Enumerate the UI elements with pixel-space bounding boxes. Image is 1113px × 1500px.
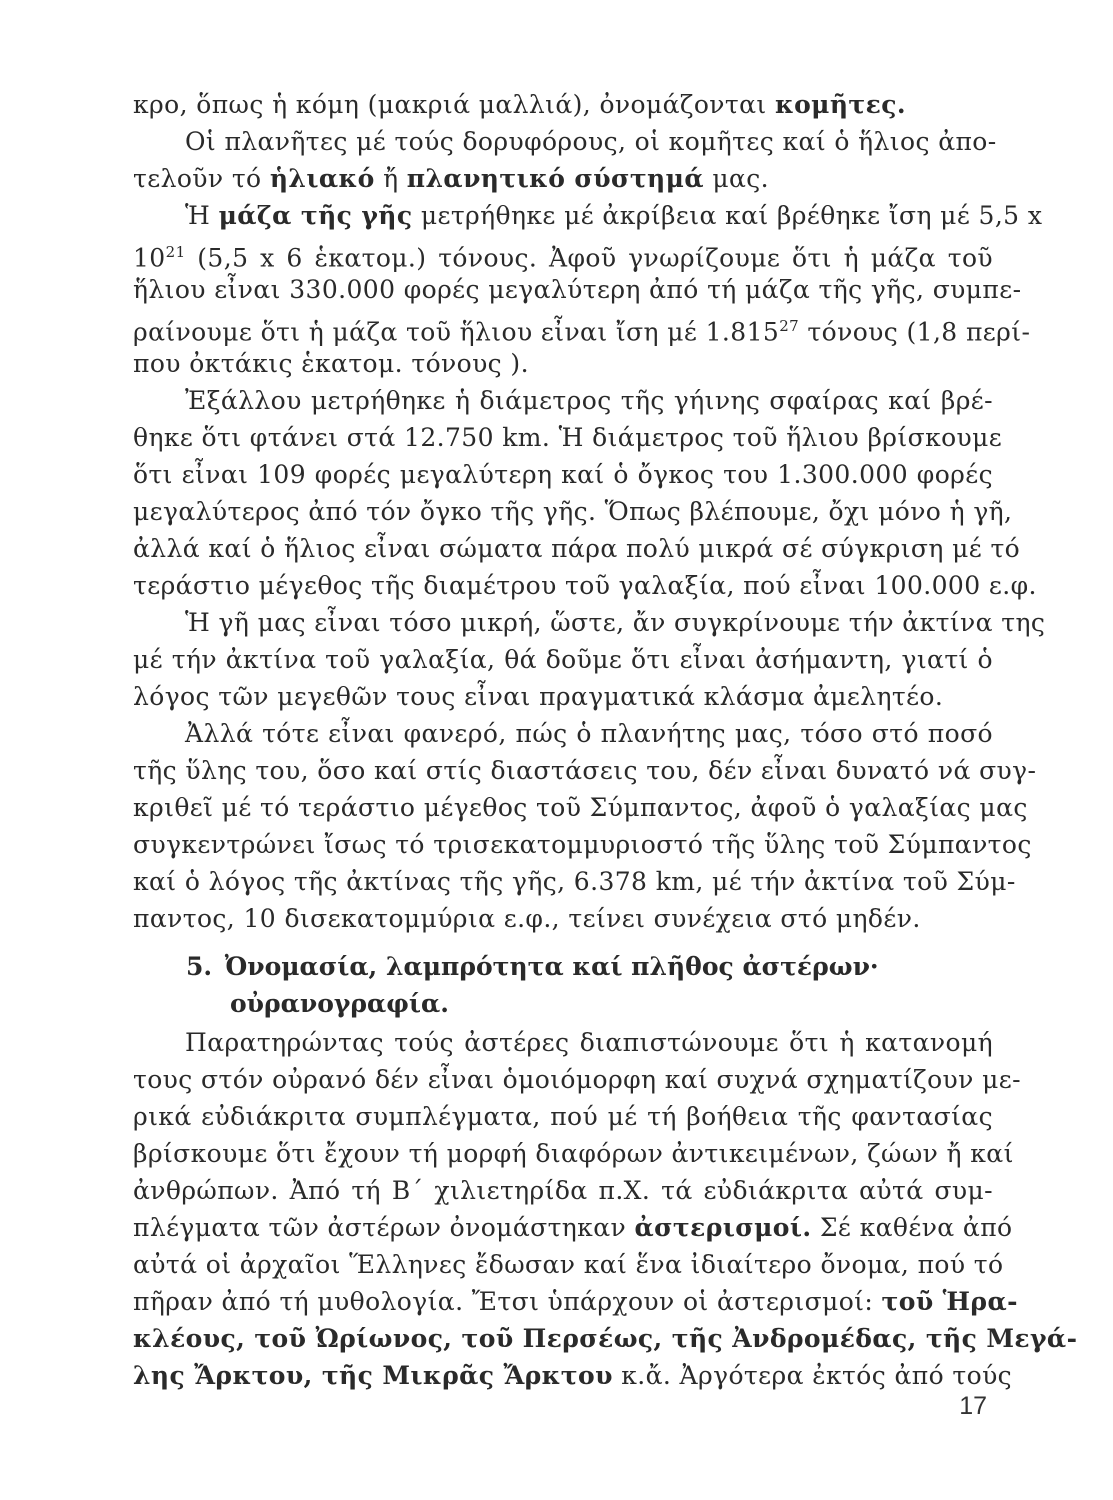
text-run: λης Ἄρκτου, τῆς Μικρᾶς Ἄρκτου	[133, 1361, 613, 1390]
block1-line-2	[133, 160, 993, 197]
text-run: Ἐξάλλου μετρήθηκε ἡ διάμετρος τῆς γήινης σφαίρας καί βρέ-	[185, 386, 993, 415]
text-run: κομῆτες.	[774, 90, 906, 119]
text-run: καί ὁ λόγος τῆς ἀκτίνας τῆς γῆς, 6.378 km, μέ τήν ἀκτίνα τοῦ Σύμ-	[133, 867, 1016, 896]
text-run: τεράστιο μέγεθος τῆς διαμέτρου τοῦ γαλαξία, πού εἶναι 100.000 ε.φ.	[133, 571, 1037, 600]
text-run: Ἀλλά τότε εἶναι φανερό, πώς ὁ πλανήτης μας, τόσο στό ποσό	[185, 719, 993, 748]
block1-line-6	[133, 308, 1031, 347]
text-run: ἤ	[374, 164, 407, 193]
text-run: ραίνουμε ὅτι ἡ μάζα τοῦ ἥλιου εἶναι ἴση μέ 1.815	[133, 317, 780, 347]
text-run: τῆς ὕλης του, ὅσο καί στίς διαστάσεις του, δέν εἶναι δυνατό νά συγ-	[133, 756, 1037, 785]
block2-line-9	[133, 1357, 1013, 1394]
text-run: που ὀκτάκις ἑκατομ. τόνους ).	[133, 349, 529, 378]
text-run: ἀστερισμοί.	[634, 1213, 812, 1242]
block1-line-10	[133, 456, 993, 493]
text-run: θηκε ὅτι φτάνει στά 12.750 km. Ἡ διάμετρος τοῦ ἥλιου βρίσκουμε	[133, 423, 1003, 452]
block2-line-0	[133, 1024, 993, 1061]
section-heading	[186, 948, 946, 1022]
text-run: (5,5 x 6 ἑκατομ.) τόνους. Ἀφοῦ γνωρίζουμε ὅτι ἡ μάζα τοῦ	[185, 243, 993, 273]
section-title-line-1: Ὀνομασία, λαμπρότητα καί πλῆθος ἀστέρων·	[224, 952, 879, 981]
text-run: τους στόν οὐρανό δέν εἶναι ὁμοιόμορφη καί συχνά σχηματίζουν με-	[133, 1065, 1021, 1094]
block1-line-21	[133, 863, 1016, 900]
block2-line-1	[133, 1061, 1021, 1098]
block1-line-19	[133, 789, 1028, 826]
block2-line-7	[133, 1283, 1018, 1320]
block1-line-7	[133, 345, 993, 382]
block1-line-14	[133, 604, 1046, 641]
block1-line-8	[133, 382, 993, 419]
text-run: μέ τήν ἀκτίνα τοῦ γαλαξία, θά δοῦμε ὅτι εἶναι ἀσήμαντη, γιατί ὁ	[133, 645, 993, 674]
block1-line-22	[133, 900, 993, 937]
page-number: 17	[959, 1392, 987, 1420]
text-run: συγκεντρώνει ἴσως τό τρισεκατομμυριοστό τῆς ὕλης τοῦ Σύμπαντος	[133, 830, 1032, 859]
block1-line-0	[133, 86, 993, 123]
block2-line-4	[133, 1172, 993, 1209]
text-run: κριθεῖ μέ τό τεράστιο μέγεθος τοῦ Σύμπαντος, ἀφοῦ ὁ γαλαξίας μας	[133, 793, 1028, 822]
text-run: Οἱ πλανῆτες μέ τούς δορυφόρους, οἱ κομῆτες καί ὁ ἥλιος ἀπο-	[185, 127, 997, 156]
text-run: ἀνθρώπων. Ἀπό τή Β΄ χιλιετηρίδα π.Χ. τά εὐδιάκριτα αὐτά συμ-	[133, 1176, 993, 1205]
block2-line-5	[133, 1209, 1013, 1246]
block1-line-20	[133, 826, 1032, 863]
block2-line-8	[133, 1320, 1078, 1357]
block1-line-9	[133, 419, 1003, 456]
block1-line-1	[133, 123, 997, 160]
block1-line-12	[133, 530, 1021, 567]
text-run: Ἡ γῆ μας εἶναι τόσο μικρή, ὥστε, ἄν συγκρίνουμε τήν ἀκτίνα της	[185, 608, 1046, 637]
text-run: βρίσκουμε ὅτι ἔχουν τή μορφή διαφόρων ἀντικειμένων, ζώων ἤ καί	[133, 1139, 1014, 1168]
text-run: ρικά εὐδιάκριτα συμπλέγματα, πού μέ τή βοήθεια τῆς φαντασίας	[133, 1102, 993, 1131]
text-run: τοῦ Ἡρα-	[881, 1287, 1018, 1316]
block1-line-16	[133, 678, 993, 715]
block1-line-17	[133, 715, 993, 752]
block1-line-13	[133, 567, 1037, 604]
block2-line-2	[133, 1098, 993, 1135]
text-run: ἀλλά καί ὁ ἥλιος εἶναι σώματα πάρα πολύ μικρά σέ σύγκριση μέ τό	[133, 534, 1021, 563]
text-run: κρο, ὅπως ἡ κόμη (μακριά μαλλιά), ὀνομάζονται	[133, 90, 775, 119]
text-run: κλέους, τοῦ Ὠρίωνος, τοῦ Περσέως, τῆς Ἀνδρομέδας, τῆς Μεγά-	[133, 1324, 1078, 1353]
text-run: αὐτά οἱ ἀρχαῖοι Ἕλληνες ἔδωσαν καί ἕνα ἰδιαίτερο ὄνομα, πού τό	[133, 1250, 1004, 1279]
text-run: κ.ἄ. Ἀργότερα ἐκτός ἀπό τούς	[612, 1361, 1013, 1390]
block1-line-5	[133, 271, 1022, 308]
block2-line-6	[133, 1246, 1004, 1283]
text-run: 10	[133, 243, 166, 273]
text-block-2	[133, 1024, 1078, 1394]
text-run: ἡλιακό	[269, 164, 375, 193]
text-run: Σέ καθένα ἀπό	[811, 1213, 1013, 1242]
text-run: ἥλιου εἶναι 330.000 φορές μεγαλύτερη ἀπό τή μάζα τῆς γῆς, συμπε-	[133, 275, 1022, 304]
text-run: ὅτι εἶναι 109 φορές μεγαλύτερη καί ὁ ὄγκος του 1.300.000 φορές	[133, 460, 993, 489]
block1-line-15	[133, 641, 993, 678]
text-run: παντος, 10 δισεκατομμύρια ε.φ., τείνει συνέχεια στό μηδέν.	[133, 904, 921, 933]
text-run: 21	[165, 243, 186, 261]
text-run: μάζα τῆς γῆς	[218, 201, 413, 230]
block1-line-11	[133, 493, 1013, 530]
text-block-1	[133, 86, 1046, 937]
text-run: μεγαλύτερος ἀπό τόν ὄγκο τῆς γῆς. Ὅπως βλέπουμε, ὄχι μόνο ἡ γῆ,	[133, 497, 1013, 526]
block1-line-18	[133, 752, 1037, 789]
text-run: τελοῦν τό	[133, 164, 270, 193]
section-heading-line-1	[186, 948, 946, 985]
text-run: τόνους (1,8 περί-	[799, 317, 1031, 347]
text-run: πλανητικό σύστημά	[406, 164, 704, 193]
text-run: μας.	[703, 164, 769, 193]
text-run: Ἡ	[185, 201, 219, 230]
text-run: λόγος τῶν μεγεθῶν τους εἶναι πραγματικά κλάσμα ἀμελητέο.	[133, 682, 944, 711]
block1-line-4	[133, 234, 993, 271]
block1-line-3	[133, 197, 1043, 234]
text-run: Παρατηρώντας τούς ἀστέρες διαπιστώνουμε ὅτι ἡ κατανομή	[185, 1028, 993, 1057]
text-run: πῆραν ἀπό τή μυθολογία. Ἔτσι ὑπάρχουν οἱ ἀστερισμοί:	[133, 1287, 882, 1316]
text-run: μετρήθηκε μέ ἀκρίβεια καί βρέθηκε ἴση μέ 5,5 x	[412, 201, 1043, 230]
text-run: πλέγματα τῶν ἀστέρων ὀνομάστηκαν	[133, 1213, 635, 1242]
section-title-line-2: οὐρανογραφία.	[230, 989, 449, 1018]
text-run: 27	[779, 317, 800, 335]
block2-line-3	[133, 1135, 1014, 1172]
section-number: 5.	[186, 952, 213, 981]
